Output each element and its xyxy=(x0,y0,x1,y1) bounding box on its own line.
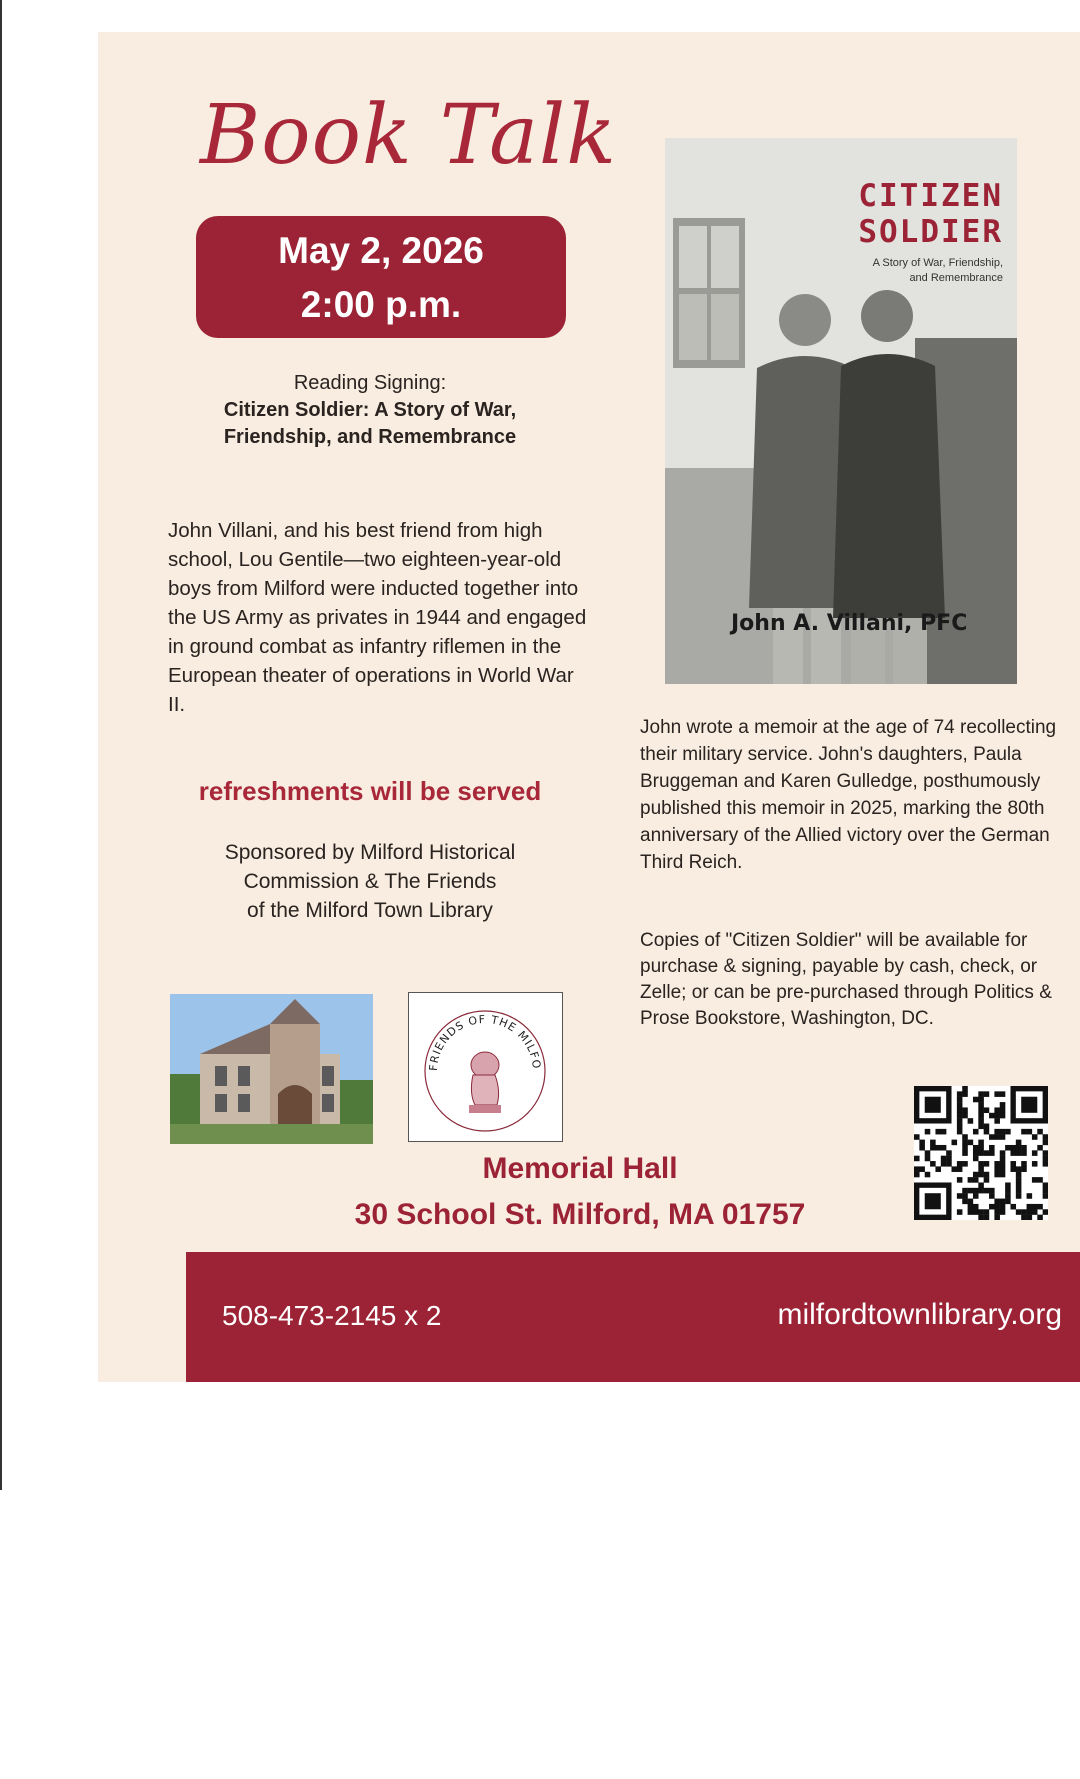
qr-module xyxy=(914,1134,920,1140)
qr-module xyxy=(919,1166,925,1172)
qr-module xyxy=(962,1113,968,1119)
qr-module xyxy=(978,1107,984,1113)
event-date: May 2, 2026 xyxy=(278,230,484,271)
qr-module xyxy=(994,1166,1000,1172)
qr-module xyxy=(930,1161,936,1167)
qr-module xyxy=(994,1118,1000,1124)
scan-edge xyxy=(0,0,2,1490)
qr-module xyxy=(941,1156,947,1162)
qr-module xyxy=(962,1193,968,1199)
qr-module xyxy=(989,1150,995,1156)
copies-paragraph: Copies of "Citizen Soldier" will be available for purchase & signing, payable by cash, check, or Zelle; or can be pre-purchased through Politics & Prose Bookstore, Washington, DC. xyxy=(640,930,1052,1029)
qr-module xyxy=(1037,1177,1043,1183)
refreshments-note: refreshments will be served xyxy=(198,776,542,806)
qr-module xyxy=(1016,1209,1022,1215)
qr-module xyxy=(1016,1140,1022,1146)
qr-module xyxy=(957,1113,963,1119)
qr-module xyxy=(1005,1145,1011,1151)
qr-module xyxy=(957,1091,963,1097)
qr-module xyxy=(994,1161,1000,1167)
qr-module xyxy=(952,1140,958,1146)
qr-module xyxy=(1000,1156,1006,1162)
date-badge xyxy=(196,216,566,338)
qr-module xyxy=(1005,1193,1011,1199)
qr-module xyxy=(994,1215,1000,1220)
qr-module xyxy=(968,1199,974,1205)
qr-module xyxy=(1027,1204,1033,1210)
qr-module xyxy=(1021,1161,1027,1167)
qr-module xyxy=(1021,1129,1027,1135)
qr-module xyxy=(1043,1188,1048,1194)
qr-module xyxy=(1032,1177,1038,1183)
sponsor-info xyxy=(180,838,560,925)
qr-module xyxy=(914,1156,920,1162)
qr-module xyxy=(1021,1166,1027,1172)
qr-module xyxy=(957,1124,963,1130)
qr-finder-center xyxy=(1021,1097,1037,1113)
event-time: 2:00 p.m. xyxy=(300,284,462,325)
qr-module xyxy=(946,1161,952,1167)
qr-module xyxy=(978,1140,984,1146)
qr-module xyxy=(978,1113,984,1119)
qr-module xyxy=(1027,1215,1033,1220)
qr-module xyxy=(1043,1182,1048,1188)
qr-module xyxy=(1016,1145,1022,1151)
qr-module xyxy=(1000,1209,1006,1215)
qr-module xyxy=(994,1129,1000,1135)
qr-module xyxy=(919,1145,925,1151)
qr-module xyxy=(994,1113,1000,1119)
qr-module xyxy=(957,1129,963,1135)
qr-module xyxy=(989,1113,995,1119)
cover-title-line2: SOLDIER xyxy=(858,214,1003,250)
qr-module xyxy=(962,1161,968,1167)
qr-module xyxy=(957,1166,963,1172)
sponsor-line2: Commission & The Friends xyxy=(243,870,497,893)
qr-module xyxy=(968,1188,974,1194)
qr-module xyxy=(935,1129,941,1135)
qr-module xyxy=(1037,1145,1043,1151)
qr-module xyxy=(1032,1204,1038,1210)
qr-module xyxy=(1043,1156,1048,1162)
qr-module xyxy=(1010,1161,1016,1167)
qr-module xyxy=(962,1107,968,1113)
qr-module xyxy=(1005,1188,1011,1194)
qr-module xyxy=(1005,1182,1011,1188)
qr-module xyxy=(962,1145,968,1151)
qr-module xyxy=(962,1091,968,1097)
qr-module xyxy=(1027,1193,1033,1199)
qr-module xyxy=(1016,1166,1022,1172)
cover-subtitle-line2: and Remembrance xyxy=(909,272,1003,284)
qr-module xyxy=(957,1209,963,1215)
qr-module xyxy=(973,1150,979,1156)
qr-module xyxy=(919,1140,925,1146)
qr-module xyxy=(1016,1150,1022,1156)
qr-module xyxy=(1032,1134,1038,1140)
qr-module xyxy=(1000,1129,1006,1135)
qr-module xyxy=(941,1129,947,1135)
qr-module xyxy=(962,1086,968,1092)
qr-module xyxy=(973,1193,979,1199)
qr-module xyxy=(978,1124,984,1130)
qr-module xyxy=(1016,1188,1022,1194)
qr-module xyxy=(1032,1209,1038,1215)
qr-module xyxy=(978,1166,984,1172)
qr-code[interactable] xyxy=(914,1086,1048,1220)
qr-module xyxy=(946,1150,952,1156)
qr-module xyxy=(968,1140,974,1146)
qr-module xyxy=(1043,1134,1048,1140)
qr-module xyxy=(925,1150,931,1156)
qr-module xyxy=(989,1145,995,1151)
qr-module xyxy=(1043,1140,1048,1146)
qr-module xyxy=(1000,1091,1006,1097)
qr-module xyxy=(984,1161,990,1167)
qr-module xyxy=(957,1118,963,1124)
qr-module xyxy=(984,1129,990,1135)
cover-subtitle xyxy=(873,256,1003,286)
qr-module xyxy=(962,1188,968,1194)
sponsor-line1: Sponsored by Milford Historical xyxy=(224,841,516,864)
qr-module xyxy=(984,1188,990,1194)
qr-module xyxy=(989,1204,995,1210)
qr-module xyxy=(1021,1150,1027,1156)
qr-module xyxy=(1016,1172,1022,1178)
qr-module xyxy=(989,1193,995,1199)
qr-module xyxy=(994,1107,1000,1113)
qr-module xyxy=(989,1188,995,1194)
qr-module xyxy=(1000,1199,1006,1205)
qr-module xyxy=(968,1177,974,1183)
qr-module xyxy=(925,1129,931,1135)
qr-module xyxy=(1021,1145,1027,1151)
qr-module xyxy=(978,1091,984,1097)
cover-author: John A. Villani, PFC xyxy=(731,611,968,636)
qr-module xyxy=(978,1150,984,1156)
qr-module xyxy=(957,1193,963,1199)
qr-module xyxy=(994,1204,1000,1210)
qr-module xyxy=(962,1140,968,1146)
qr-module xyxy=(984,1150,990,1156)
qr-finder-center xyxy=(925,1097,941,1113)
qr-module xyxy=(930,1145,936,1151)
qr-module xyxy=(930,1140,936,1146)
qr-module xyxy=(1000,1107,1006,1113)
venue-name: Memorial Hall xyxy=(482,1152,678,1185)
qr-module xyxy=(984,1215,990,1220)
qr-module xyxy=(968,1118,974,1124)
qr-module xyxy=(978,1215,984,1220)
qr-module xyxy=(1010,1145,1016,1151)
friends-seal-graphic xyxy=(409,993,562,1141)
qr-module xyxy=(1000,1166,1006,1172)
qr-module xyxy=(973,1188,979,1194)
qr-module xyxy=(1037,1129,1043,1135)
qr-module xyxy=(978,1118,984,1124)
qr-module xyxy=(1000,1102,1006,1108)
qr-module xyxy=(935,1166,941,1172)
qr-module xyxy=(1005,1199,1011,1205)
qr-module xyxy=(973,1177,979,1183)
building-image xyxy=(170,994,373,1144)
qr-module xyxy=(1010,1204,1016,1210)
qr-module xyxy=(978,1161,984,1167)
qr-module xyxy=(978,1188,984,1194)
memorial-hall-photo xyxy=(170,994,373,1144)
qr-module xyxy=(1016,1182,1022,1188)
qr-module xyxy=(1005,1129,1011,1135)
reading-info xyxy=(160,370,580,451)
qr-module xyxy=(978,1209,984,1215)
website-link[interactable]: milfordtownlibrary.org xyxy=(777,1298,1062,1331)
qr-module xyxy=(1016,1177,1022,1183)
qr-module xyxy=(925,1172,931,1178)
qr-module xyxy=(1000,1134,1006,1140)
qr-module xyxy=(1043,1193,1048,1199)
qr-module xyxy=(1000,1150,1006,1156)
qr-module xyxy=(978,1102,984,1108)
qr-module xyxy=(973,1172,979,1178)
qr-module xyxy=(1027,1209,1033,1215)
qr-module xyxy=(962,1199,968,1205)
qr-module xyxy=(925,1156,931,1162)
qr-module xyxy=(957,1161,963,1167)
qr-module xyxy=(1000,1172,1006,1178)
qr-module xyxy=(994,1091,1000,1097)
qr-module xyxy=(962,1134,968,1140)
qr-module xyxy=(994,1172,1000,1178)
qr-module xyxy=(1043,1161,1048,1167)
qr-module xyxy=(978,1182,984,1188)
qr-module xyxy=(935,1145,941,1151)
cover-subtitle-line1: A Story of War, Friendship, xyxy=(872,257,1003,269)
page-title: Book Talk xyxy=(200,88,617,183)
qr-module xyxy=(973,1204,979,1210)
qr-module xyxy=(1032,1161,1038,1167)
qr-module xyxy=(957,1097,963,1103)
qr-module xyxy=(973,1129,979,1135)
qr-module xyxy=(978,1145,984,1151)
book-title-line1: Citizen Soldier: A Story of War, xyxy=(223,399,517,421)
venue-info xyxy=(300,1146,860,1238)
memoir-paragraph: John wrote a memoir at the age of 74 recollecting their military service. John's daughters, Paula Bruggeman and Karen Gulledge, posthumously published this memoir in 2025, marking the 80th anniversary of the Allied victory over the German Third Reich. xyxy=(640,717,1057,873)
qr-module xyxy=(952,1166,958,1172)
qr-module xyxy=(989,1134,995,1140)
seal-lettering: FRIENDS OF THE MILFO xyxy=(426,1012,544,1072)
qr-module xyxy=(973,1209,979,1215)
qr-module xyxy=(1043,1150,1048,1156)
qr-module xyxy=(973,1145,979,1151)
qr-module xyxy=(968,1209,974,1215)
qr-module xyxy=(914,1172,920,1178)
qr-module xyxy=(962,1150,968,1156)
qr-module xyxy=(968,1204,974,1210)
qr-module xyxy=(946,1156,952,1162)
cover-title xyxy=(858,178,1003,250)
qr-module xyxy=(973,1156,979,1162)
qr-module xyxy=(941,1145,947,1151)
qr-module xyxy=(1043,1209,1048,1215)
qr-module xyxy=(957,1102,963,1108)
footer-bar xyxy=(186,1252,1080,1382)
qr-module xyxy=(984,1091,990,1097)
qr-module xyxy=(994,1209,1000,1215)
qr-module xyxy=(1037,1204,1043,1210)
qr-module xyxy=(994,1199,1000,1205)
qr-module xyxy=(978,1172,984,1178)
qr-module xyxy=(957,1107,963,1113)
cover-title-line1: CITIZEN xyxy=(858,178,1003,214)
qr-module xyxy=(941,1161,947,1167)
qr-module xyxy=(1000,1113,1006,1119)
qr-module xyxy=(957,1177,963,1183)
qr-module xyxy=(1000,1204,1006,1210)
qr-module xyxy=(914,1166,920,1172)
book-title-line2: Friendship, and Remembrance xyxy=(223,426,517,448)
phone-number[interactable]: 508-473-2145 x 2 xyxy=(222,1300,442,1331)
reading-label: Reading Signing: xyxy=(293,372,447,394)
qr-module xyxy=(984,1124,990,1130)
friends-seal-logo xyxy=(408,992,563,1142)
book-cover-image xyxy=(665,138,1017,684)
qr-module xyxy=(1010,1166,1016,1172)
qr-module xyxy=(1027,1129,1033,1135)
venue-address: 30 School St. Milford, MA 01757 xyxy=(354,1198,806,1231)
qr-module xyxy=(994,1134,1000,1140)
sponsor-line3: of the Milford Town Library xyxy=(247,899,493,922)
qr-module xyxy=(973,1097,979,1103)
qr-module xyxy=(1021,1209,1027,1215)
qr-finder-center xyxy=(925,1193,941,1209)
qr-module xyxy=(978,1097,984,1103)
qr-module xyxy=(1010,1150,1016,1156)
qr-module xyxy=(984,1209,990,1215)
qr-module xyxy=(984,1177,990,1183)
qr-code-graphic xyxy=(914,1086,1048,1220)
qr-module xyxy=(1000,1161,1006,1167)
qr-module xyxy=(1016,1193,1022,1199)
qr-module xyxy=(1032,1150,1038,1156)
qr-module xyxy=(1021,1215,1027,1220)
qr-module xyxy=(984,1107,990,1113)
qr-module xyxy=(984,1172,990,1178)
qr-module xyxy=(1037,1215,1043,1220)
story-paragraph: John Villani, and his best friend from high school, Lou Gentile—two eighteen-year-old boys from Milford were inducted together into the US Army as privates in 1944 and engaged in ground combat as infantry riflemen in the European theater of operations in World War II. xyxy=(168,519,587,716)
